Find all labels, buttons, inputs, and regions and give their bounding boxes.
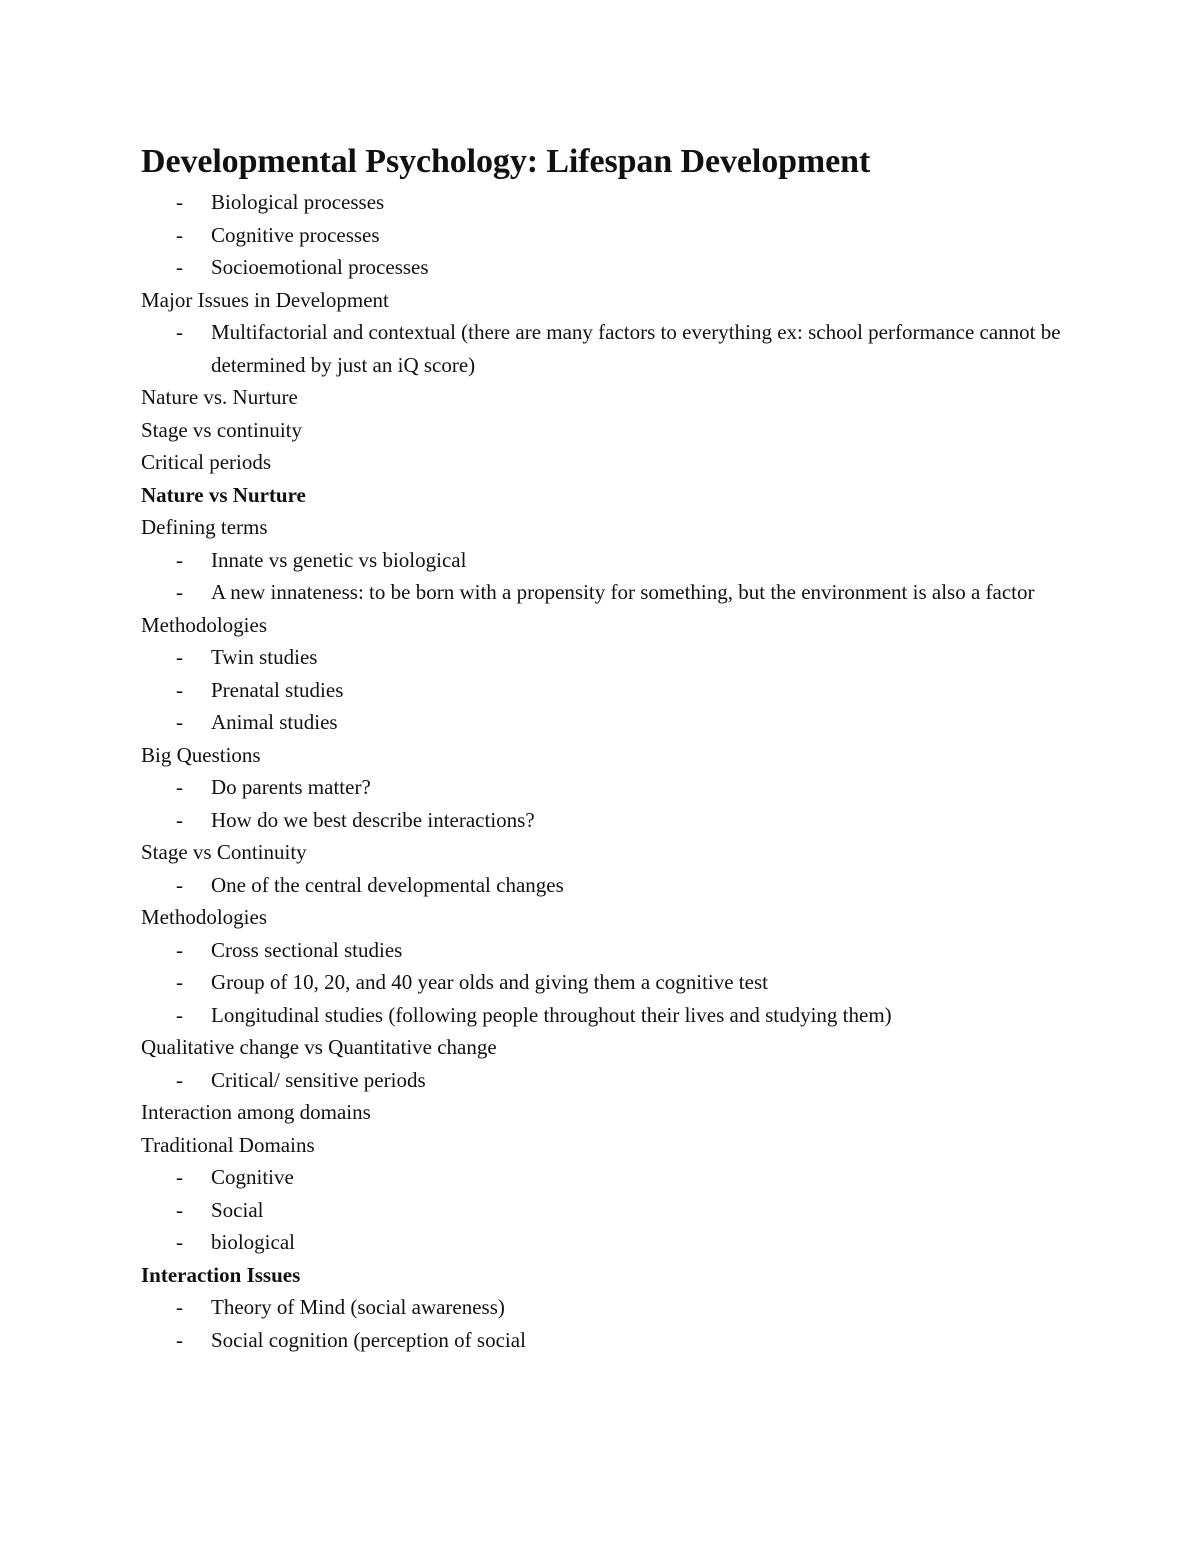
bullet-dash: - <box>176 1230 183 1254</box>
bullet-list <box>141 771 1081 836</box>
bullet-dash: - <box>176 1197 183 1222</box>
bullet-list <box>141 1064 1081 1097</box>
bullet-dash: - <box>176 320 183 344</box>
list-item-text: Group of 10, 20, and 40 year olds and giving them a cognitive test <box>211 970 768 994</box>
bullet-list <box>141 641 1081 739</box>
bullet-dash: - <box>176 677 183 702</box>
list-item-text: Multifactorial and contextual (there are many factors to everything ex: school performance cannot be determined by just an iQ score) <box>211 320 1061 377</box>
bullet-list <box>141 934 1081 1032</box>
bullet-dash: - <box>176 937 183 962</box>
bullet-dash: - <box>176 970 183 994</box>
list-item <box>141 1324 1081 1357</box>
list-item <box>141 706 1081 739</box>
bullet-dash: - <box>176 1295 183 1319</box>
list-item <box>141 966 1081 999</box>
list-item <box>141 576 1081 609</box>
list-item-text: Prenatal studies <box>211 677 344 702</box>
bullet-list <box>141 544 1081 609</box>
list-item <box>141 251 1081 284</box>
list-item <box>141 544 1081 577</box>
list-item-text: Socioemotional processes <box>211 255 429 279</box>
list-item-text: How do we best describe interactions? <box>211 807 535 832</box>
list-item-text: Innate vs genetic vs biological <box>211 547 467 572</box>
bullet-dash: - <box>176 1165 183 1189</box>
list-item-text: Longitudinal studies (following people throughout their lives and studying them) <box>211 1002 892 1027</box>
list-item <box>141 1226 1081 1259</box>
list-item <box>141 186 1081 219</box>
text-line: Big Questions <box>141 742 261 767</box>
bullet-dash: - <box>176 190 183 214</box>
list-item <box>141 999 1081 1032</box>
list-item-text: Social cognition (perception of social <box>211 1327 526 1352</box>
list-item <box>141 1064 1081 1097</box>
list-item <box>141 1291 1081 1324</box>
list-item-text: One of the central developmental changes <box>211 872 564 897</box>
list-item-text: A new innateness: to be born with a propensity for something, but the environment is also a factor <box>211 580 1035 604</box>
list-item-text: Do parents matter? <box>211 775 371 799</box>
text-line: Defining terms <box>141 515 268 539</box>
text-line: Traditional Domains <box>141 1132 315 1157</box>
bullet-dash: - <box>176 872 183 897</box>
text-line: Qualitative change vs Quantitative change <box>141 1035 497 1059</box>
list-item <box>141 1194 1081 1227</box>
bullet-dash: - <box>176 222 183 247</box>
bullet-dash: - <box>176 255 183 279</box>
document-content <box>141 140 1081 1356</box>
list-item <box>141 316 1081 381</box>
bullet-list <box>141 1161 1081 1259</box>
list-item <box>141 869 1081 902</box>
text-line: Interaction among domains <box>141 1100 371 1124</box>
bullet-list <box>141 869 1081 902</box>
list-item-text: Cognitive processes <box>211 222 380 247</box>
list-item <box>141 641 1081 674</box>
list-item <box>141 934 1081 967</box>
list-item-text: Twin studies <box>211 645 318 669</box>
text-line: Stage vs continuity <box>141 417 302 442</box>
bullet-dash: - <box>176 710 183 734</box>
list-item-text: Critical/ sensitive periods <box>211 1067 426 1092</box>
list-item-text: Cognitive <box>211 1165 294 1189</box>
bullet-dash: - <box>176 547 183 572</box>
text-line: Nature vs. Nurture <box>141 385 298 409</box>
list-item-text: biological <box>211 1230 295 1254</box>
text-line: Methodologies <box>141 612 267 637</box>
list-item-text: Animal studies <box>211 710 338 734</box>
bullet-dash: - <box>176 645 183 669</box>
list-item <box>141 771 1081 804</box>
list-item <box>141 1161 1081 1194</box>
list-item-text: Social <box>211 1197 264 1222</box>
list-item-text: Cross sectional studies <box>211 937 403 962</box>
list-item-text: Theory of Mind (social awareness) <box>211 1295 505 1319</box>
text-line: Methodologies <box>141 905 267 929</box>
text-line: Stage vs Continuity <box>141 840 307 864</box>
bullet-dash: - <box>176 1002 183 1027</box>
section-heading: Interaction Issues <box>141 1262 301 1287</box>
list-item <box>141 674 1081 707</box>
list-item <box>141 219 1081 252</box>
bullet-dash: - <box>176 775 183 799</box>
list-item-text: Biological processes <box>211 190 385 214</box>
section-heading: Nature vs Nurture <box>141 482 306 507</box>
text-line: Major Issues in Development <box>141 287 389 312</box>
bullet-dash: - <box>176 807 183 832</box>
document-title: Developmental Psychology: Lifespan Development <box>141 143 871 180</box>
bullet-dash: - <box>176 1327 183 1352</box>
bullet-list <box>141 316 1081 381</box>
document-body <box>141 186 1081 1356</box>
list-item <box>141 804 1081 837</box>
bullet-list <box>141 186 1081 284</box>
text-line: Critical periods <box>141 450 272 474</box>
bullet-dash: - <box>176 580 183 604</box>
bullet-list <box>141 1291 1081 1356</box>
bullet-dash: - <box>176 1067 183 1092</box>
